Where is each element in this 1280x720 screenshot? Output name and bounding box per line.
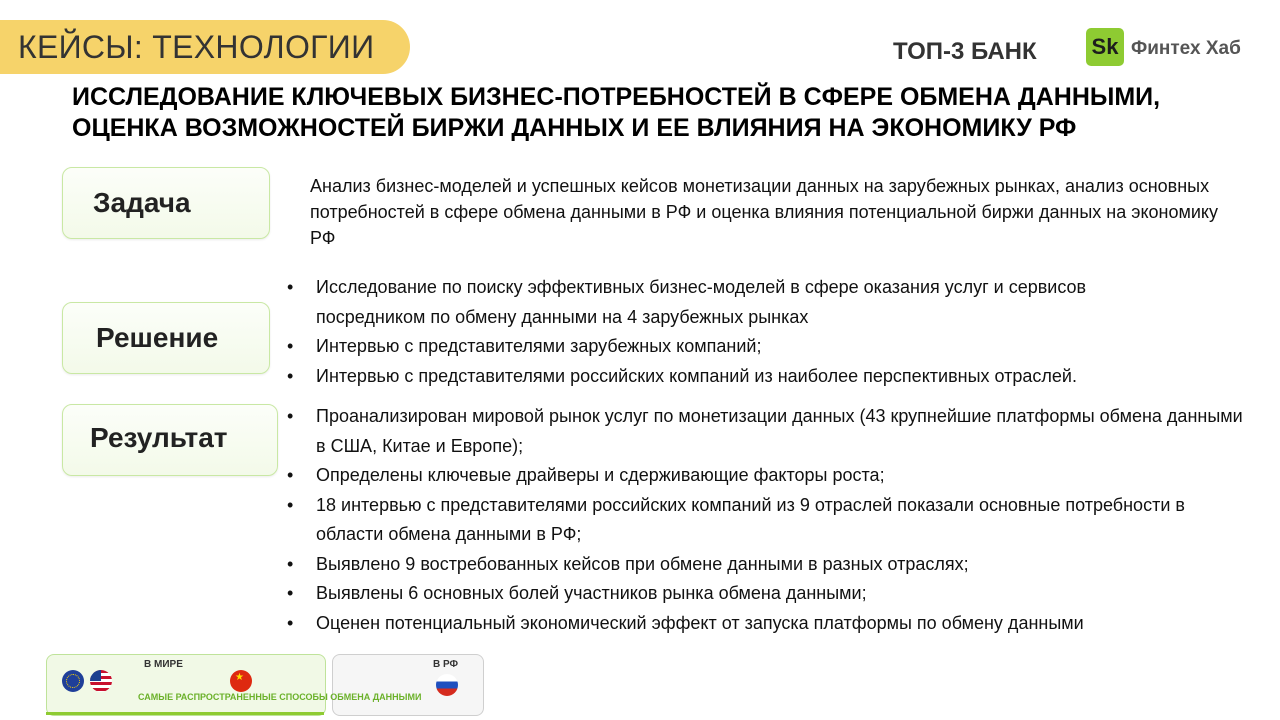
solution-label: Решение bbox=[96, 322, 219, 353]
task-text: Анализ бизнес-моделей и успешных кейсов монетизации данных на зарубежных рынках, анализ основных потребностей в сфере обмена данными в РФ и оценка влияния потенциальной биржи данных на экономику РФ bbox=[310, 176, 1218, 248]
world-panel bbox=[46, 654, 326, 716]
task-label: Задача bbox=[93, 187, 191, 218]
ru-flag-icon bbox=[436, 674, 458, 696]
thumbnail-caption: САМЫЕ РАСПРОСТРАНЕННЫЕ СПОСОБЫ ОБМЕНА ДАННЫМИ bbox=[138, 692, 422, 702]
russia-panel bbox=[332, 654, 484, 716]
list-item: • Исследование по поиску эффективных бизнес-моделей в сфере оказания услуг и сервисов посредником по обмену данными на 4 зарубежных рынках bbox=[284, 273, 1154, 332]
solution-list bbox=[284, 273, 1154, 391]
result-label: Результат bbox=[90, 422, 228, 453]
thumbnail-strip bbox=[44, 648, 476, 716]
list-item: • 18 интервью с представителями российских компаний из 9 отраслей показали основные потребности в области обмена данными в РФ; bbox=[284, 491, 1248, 550]
sk-logo-icon: Sk bbox=[1086, 28, 1124, 66]
divider bbox=[46, 712, 324, 715]
task-label-box bbox=[62, 167, 270, 239]
list-item: • Проанализирован мировой рынок услуг по монетизации данных (43 крупнейшие платформы обмена данными в США, Китае и Европе); bbox=[284, 402, 1248, 461]
list-item: • Определены ключевые драйверы и сдерживающие факторы роста; bbox=[284, 461, 1248, 491]
list-item: • Интервью с представителями зарубежных компаний; bbox=[284, 332, 1154, 362]
section-tag bbox=[0, 20, 410, 74]
eu-flag-icon bbox=[62, 670, 84, 692]
us-flag-icon bbox=[90, 670, 112, 692]
list-item: • Интервью с представителями российских компаний из наиболее перспективных отраслей. bbox=[284, 362, 1154, 392]
page-title bbox=[72, 82, 1262, 144]
solution-label-box bbox=[62, 302, 270, 374]
russia-label: В РФ bbox=[433, 659, 459, 670]
section-label: КЕЙСЫ: ТЕХНОЛОГИИ bbox=[18, 29, 375, 65]
list-item: • Выявлено 9 востребованных кейсов при обмене данными в разных отраслях; bbox=[284, 550, 1248, 580]
result-label-box bbox=[62, 404, 278, 476]
world-label: В МИРЕ bbox=[144, 659, 183, 670]
list-item: • Выявлены 6 основных болей участников рынка обмена данными; bbox=[284, 579, 1248, 609]
list-item: • Оценен потенциальный экономический эффект от запуска платформы по обмену данными bbox=[284, 609, 1248, 639]
title-line: ИССЛЕДОВАНИЕ КЛЮЧЕВЫХ БИЗНЕС-ПОТРЕБНОСТЕЙ В СФЕРЕ ОБМЕНА ДАННЫМИ, bbox=[72, 83, 1161, 111]
cn-flag-icon bbox=[230, 670, 252, 692]
logo-text: Финтех Хаб bbox=[1131, 38, 1241, 59]
result-list bbox=[284, 402, 1248, 638]
client-label: ТОП-3 БАНК bbox=[893, 38, 1037, 65]
title-line: ОЦЕНКА ВОЗМОЖНОСТЕЙ БИРЖИ ДАННЫХ И ЕЕ ВЛИЯНИЯ НА ЭКОНОМИКУ РФ bbox=[72, 114, 1077, 142]
